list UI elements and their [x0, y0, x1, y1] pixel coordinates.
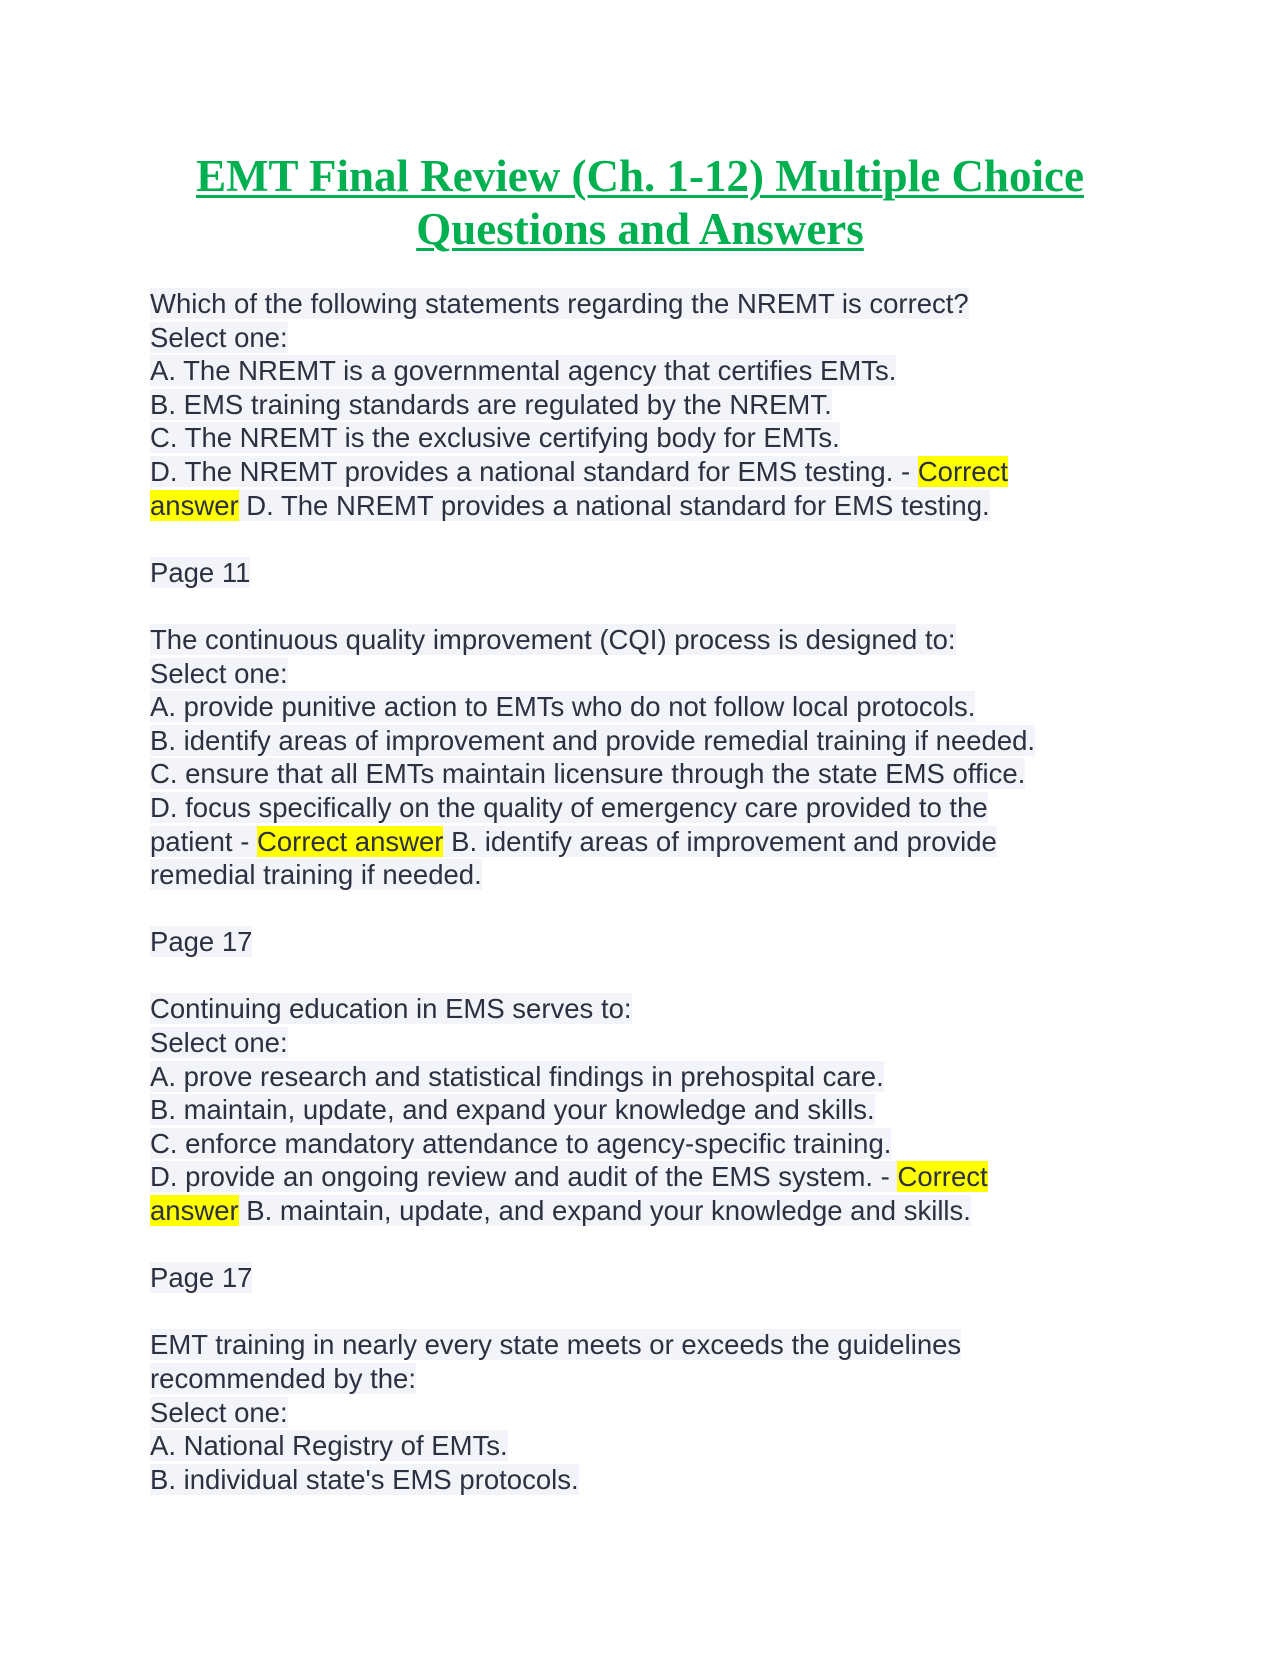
- question-2-option-a: A. provide punitive action to EMTs who do not follow local protocols.: [150, 691, 976, 723]
- question-2-option-d: D. focus specifically on the quality of emergency care provided to the: [150, 791, 988, 823]
- page-reference: Page 17: [150, 926, 253, 958]
- select-one-label: Select one:: [150, 1396, 288, 1428]
- question-2-stem: The continuous quality improvement (CQI) process is designed to:: [150, 623, 956, 655]
- document-body: [150, 287, 1150, 1530]
- question-3-stem: Continuing education in EMS serves to:: [150, 993, 632, 1025]
- correct-answer-highlight: Correct: [897, 1161, 988, 1193]
- question-1: [150, 287, 1150, 522]
- question-2-answer-cont: remedial training if needed.: [150, 859, 482, 891]
- question-2: [150, 623, 1150, 892]
- page-reference-3: [150, 1261, 1150, 1295]
- question-1-option-a: A. The NREMT is a governmental agency that certifies EMTs.: [150, 355, 897, 387]
- correct-answer-highlight: answer: [150, 1195, 239, 1227]
- question-1-option-c: C. The NREMT is the exclusive certifying body for EMTs.: [150, 422, 840, 454]
- question-2-option-c: C. ensure that all EMTs maintain licensure through the state EMS office.: [150, 758, 1026, 790]
- select-one-label: Select one:: [150, 1027, 288, 1059]
- question-2-option-d-cont: patient -: [150, 825, 258, 857]
- select-one-label: Select one:: [150, 321, 288, 353]
- question-1-option-d: D. The NREMT provides a national standard for EMS testing. -: [150, 455, 918, 487]
- question-3: [150, 992, 1150, 1227]
- document-title: [150, 150, 1130, 256]
- correct-answer-highlight: answer: [150, 489, 239, 521]
- page-reference: Page 11: [150, 556, 251, 588]
- select-one-label: Select one:: [150, 657, 288, 689]
- question-4-option-a: A. National Registry of EMTs.: [150, 1430, 508, 1462]
- question-2-answer: B. identify areas of improvement and provide: [443, 825, 997, 857]
- correct-answer-highlight: Correct: [917, 455, 1008, 487]
- question-4-option-b: B. individual state's EMS protocols.: [150, 1463, 579, 1495]
- correct-answer-highlight: Correct answer: [257, 825, 444, 857]
- page-reference-1: [150, 556, 1150, 590]
- title-line-2: Questions and Answers: [416, 204, 864, 254]
- question-1-option-b: B. EMS training standards are regulated by the NREMT.: [150, 388, 832, 420]
- question-3-option-b: B. maintain, update, and expand your knowledge and skills.: [150, 1094, 875, 1126]
- title-line-1: EMT Final Review (Ch. 1-12) Multiple Choice: [196, 151, 1084, 201]
- question-4-stem: EMT training in nearly every state meets or exceeds the guidelines: [150, 1329, 962, 1361]
- question-4: [150, 1328, 1150, 1496]
- page-reference-2: [150, 925, 1150, 959]
- question-3-option-d: D. provide an ongoing review and audit of the EMS system. -: [150, 1161, 898, 1193]
- question-1-answer: D. The NREMT provides a national standard for EMS testing.: [238, 489, 990, 521]
- question-2-option-b: B. identify areas of improvement and provide remedial training if needed.: [150, 724, 1036, 756]
- question-3-option-a: A. prove research and statistical findings in prehospital care.: [150, 1060, 884, 1092]
- page-reference: Page 17: [150, 1262, 253, 1294]
- question-4-stem-cont: recommended by the:: [150, 1363, 416, 1394]
- question-3-option-c: C. enforce mandatory attendance to agency-specific training.: [150, 1127, 892, 1159]
- question-3-answer: B. maintain, update, and expand your knowledge and skills.: [238, 1195, 971, 1227]
- question-1-stem: Which of the following statements regarding the NREMT is correct?: [150, 288, 969, 319]
